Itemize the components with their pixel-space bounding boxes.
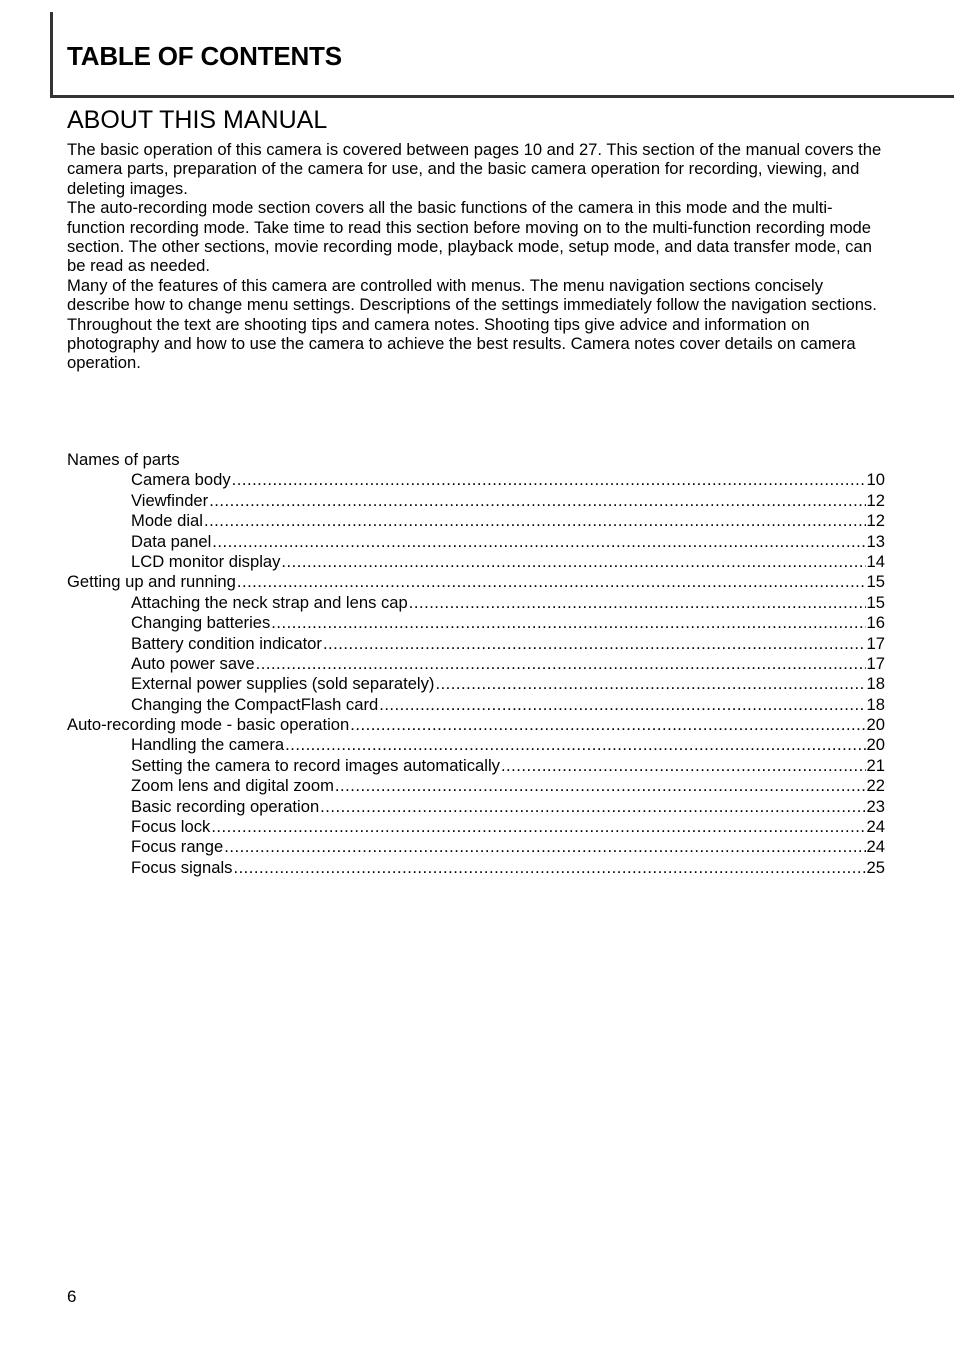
- toc-entry[interactable]: [67, 797, 885, 817]
- toc-entry-page: 15: [866, 572, 885, 592]
- toc-entry[interactable]: [67, 470, 885, 490]
- toc-entry[interactable]: [67, 654, 885, 674]
- toc-entry-page: 23: [866, 796, 885, 816]
- toc-entry-page: 12: [866, 511, 885, 531]
- toc-entry-page: 21: [866, 755, 885, 775]
- toc-dot-leader: [232, 470, 866, 490]
- toc-dot-leader: [335, 776, 866, 796]
- toc-entry-label: Mode dial: [131, 511, 203, 531]
- toc-entry-label: Data panel: [131, 531, 212, 551]
- toc-dot-leader: [212, 532, 865, 552]
- toc-entry[interactable]: [67, 613, 885, 633]
- toc-entry-page: 16: [866, 613, 885, 633]
- toc-entry[interactable]: [67, 695, 885, 715]
- toc-entry-page: 12: [866, 490, 885, 510]
- toc-entry-page: 24: [866, 817, 885, 837]
- about-paragraph: Many of the features of this camera are controlled with menus. The menu navigation sections concisely describe how to change menu settings. Descriptions of the settings immediately follow the navigation sections.: [67, 275, 877, 315]
- toc-entry-label: Battery condition indicator: [131, 633, 322, 653]
- about-body: [67, 140, 889, 373]
- toc-entry-page: 17: [866, 633, 885, 653]
- toc-dot-leader: [379, 695, 865, 715]
- toc-entry-page: 17: [866, 653, 885, 673]
- toc-entry-label: Zoom lens and digital zoom: [131, 776, 334, 796]
- toc-entry[interactable]: [67, 776, 885, 796]
- toc-dot-leader: [435, 674, 865, 694]
- toc-entry-page: 25: [866, 857, 885, 877]
- toc-entry[interactable]: [67, 634, 885, 654]
- page-number: 6: [67, 1287, 77, 1306]
- toc-entry-page: 10: [866, 470, 885, 490]
- toc-entry-page: 20: [866, 735, 885, 755]
- toc-dot-leader: [409, 593, 866, 613]
- toc-entry[interactable]: [67, 837, 885, 857]
- toc-entry-page: 20: [866, 715, 885, 735]
- header-frame-horizontal-rule: [50, 95, 954, 98]
- toc-entry-label: External power supplies (sold separately): [131, 674, 435, 694]
- toc-entry-label: Handling the camera: [131, 735, 285, 755]
- toc-entry-page: 18: [866, 694, 885, 714]
- toc-entry-label: LCD monitor display: [131, 551, 281, 571]
- toc-entry-label: Auto power save: [131, 653, 255, 673]
- toc-entry-page: 13: [866, 531, 885, 551]
- toc-entry[interactable]: [67, 593, 885, 613]
- toc-entry-label: Getting up and running: [67, 572, 236, 592]
- toc-entry[interactable]: [67, 511, 885, 531]
- toc-entry-label: Changing the CompactFlash card: [131, 694, 379, 714]
- page-title: TABLE OF CONTENTS: [67, 41, 342, 71]
- toc-dot-leader: [211, 817, 865, 837]
- toc-dot-leader: [285, 735, 865, 755]
- section-heading-about: ABOUT THIS MANUAL: [67, 106, 328, 134]
- toc-list: [67, 450, 885, 878]
- toc-dot-leader: [209, 491, 865, 511]
- toc-entry-page: 14: [866, 551, 885, 571]
- toc-dot-leader: [224, 837, 865, 857]
- toc-dot-leader: [320, 797, 865, 817]
- toc-entry[interactable]: [67, 491, 885, 511]
- toc-entry[interactable]: [67, 674, 885, 694]
- toc-dot-leader: [204, 511, 866, 531]
- toc-entry[interactable]: [67, 552, 885, 572]
- toc-dot-leader: [233, 858, 865, 878]
- about-paragraph: The auto-recording mode section covers all the basic functions of the camera in this mode and the multi-function recording mode. Take time to read this section before moving on to the multi-function recording mode section. The other sections, movie recording mode, playback mode, setup mode, and data transfer mode, can be read as needed.: [67, 198, 872, 276]
- toc-dot-leader: [281, 552, 865, 572]
- about-paragraph: Throughout the text are shooting tips and camera notes. Shooting tips give advice and information on photography and how to use the camera to achieve the best results. Camera notes cover details on camera operation.: [67, 314, 856, 373]
- toc-entry[interactable]: [67, 532, 885, 552]
- toc-section-names-of-parts[interactable]: [67, 450, 885, 470]
- toc-dot-leader: [271, 613, 865, 633]
- toc-entry-page: 15: [866, 592, 885, 612]
- toc-entry-label: Basic recording operation: [131, 796, 320, 816]
- toc-dot-leader: [501, 756, 866, 776]
- toc-entry[interactable]: [67, 817, 885, 837]
- toc-entry-label: Focus lock: [131, 817, 211, 837]
- toc-entry-label: Attaching the neck strap and lens cap: [131, 592, 408, 612]
- toc-entry-label: Focus range: [131, 837, 224, 857]
- toc-dot-leader: [350, 715, 865, 735]
- header-frame-vertical-rule: [50, 12, 53, 98]
- toc-entry-label: Viewfinder: [131, 490, 209, 510]
- toc-entry-label: Changing batteries: [131, 613, 271, 633]
- toc-entry-page: 24: [866, 837, 885, 857]
- toc-entry-label: Auto-recording mode - basic operation: [67, 715, 350, 735]
- toc-entry-page: 18: [866, 674, 885, 694]
- toc-dot-leader: [237, 572, 866, 592]
- toc-section-auto-recording-mode[interactable]: [67, 715, 885, 735]
- toc-section-getting-up-and-running[interactable]: [67, 572, 885, 592]
- toc-dot-leader: [323, 634, 866, 654]
- about-paragraph: The basic operation of this camera is covered between pages 10 and 27. This section of the manual covers the camera parts, preparation of the camera for use, and the basic camera operation for recording, viewing, and deleting images.: [67, 140, 882, 198]
- toc-entry[interactable]: [67, 735, 885, 755]
- toc-entry[interactable]: [67, 858, 885, 878]
- toc-entry-label: Names of parts: [67, 450, 180, 469]
- toc-dot-leader: [256, 654, 866, 674]
- toc-entry-label: Camera body: [131, 470, 231, 490]
- toc-entry-label: Setting the camera to record images automatically: [131, 755, 500, 775]
- toc-entry-label: Focus signals: [131, 857, 233, 877]
- toc-entry[interactable]: [67, 756, 885, 776]
- toc-entry-page: 22: [866, 776, 885, 796]
